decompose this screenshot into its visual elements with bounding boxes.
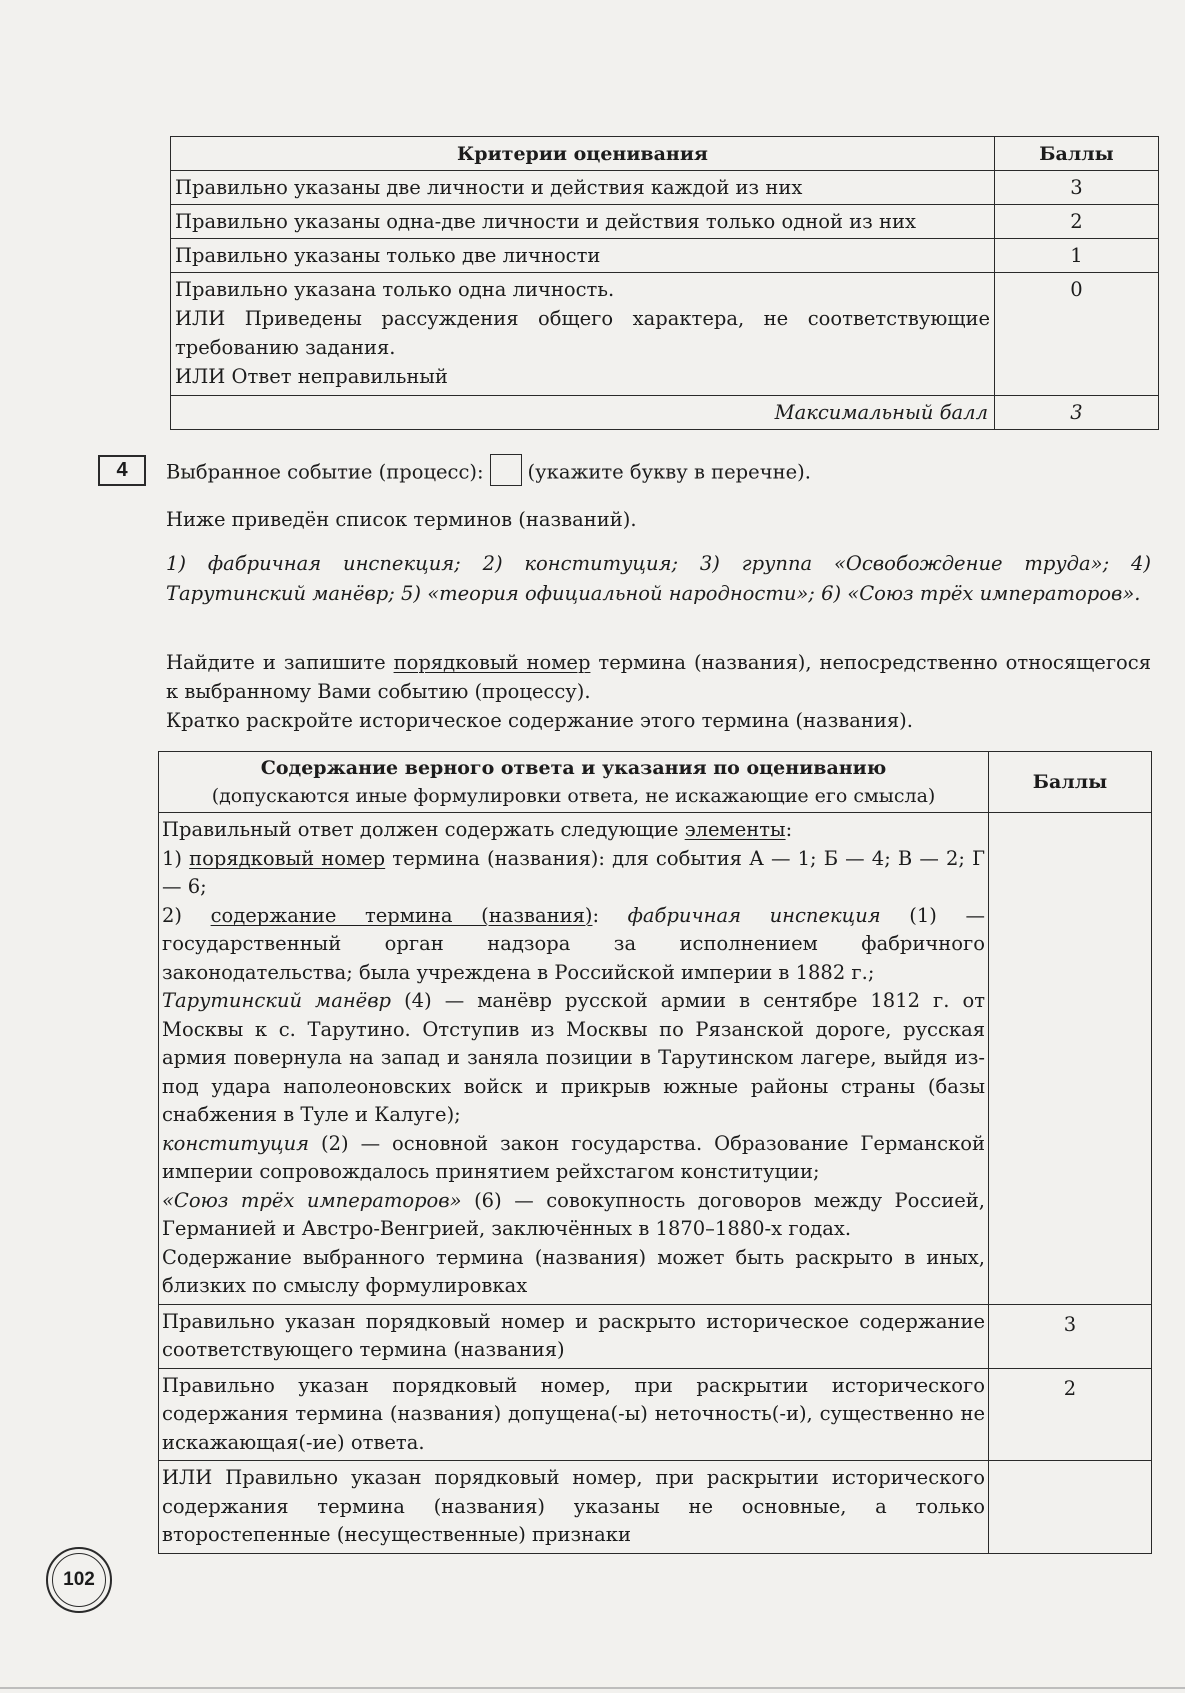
table-row (159, 1461, 1152, 1554)
answer-text: : (785, 818, 793, 841)
answer-term: Тарутинский манёвр (162, 989, 392, 1012)
chosen-event-suffix: (укажите букву в перечне). (527, 460, 811, 484)
header-subtitle: (допускаются иные формулировки ответа, не искажающие его смысла) (211, 785, 936, 807)
scan-edge-line (0, 1687, 1185, 1689)
points-cell: 2 (995, 205, 1159, 239)
instruction-text: Найдите и запишите (166, 651, 394, 674)
max-score-label: Максимальный балл (171, 396, 995, 430)
page-number: 102 (52, 1553, 106, 1607)
answer-text: (4) — манёвр русской армии в сентябре 1812 г. от Москвы к с. Тарутино. Отступив из Москвы по Рязанской дороге, русская армия повернула на запад и заняла позиции в Тарутинском лагере, выйдя из-под удара наполеоновских войск и прикрыв южные районы страны (базы снабжения в Туле и Калуге); (162, 989, 986, 1126)
instruction-find (166, 648, 1151, 706)
terms-list-intro: Ниже приведён список терминов (названий). (166, 508, 637, 531)
answer-underlined: содержание термина (названия) (210, 903, 593, 927)
instruction-underlined: порядковый номер (393, 651, 591, 674)
terms-list: 1) фабричная инспекция; 2) конституция; 3) группа «Освобождение труда»; 4) Тарутинский манёвр; 5) «теория официальной народности»; 6) «Союз трёх императоров». (166, 552, 1151, 605)
criteria-table-1 (170, 136, 1159, 430)
criteria-cell: Правильно указаны одна-две личности и действия только одной из них (171, 205, 995, 239)
instruction-text: термина (названия), непосредственно относящегося к выбранному Вами событию (процессу). (166, 651, 1152, 703)
max-score-row (171, 396, 1159, 430)
criteria-line: ИЛИ Ответ неправильный (175, 365, 448, 388)
answer-note: Содержание выбранного термина (названия) может быть раскрыто в иных, близких по смыслу формулировках (162, 1245, 985, 1297)
table-row (159, 1304, 1152, 1368)
table-row (171, 205, 1159, 239)
header-points: Баллы (995, 137, 1159, 171)
task-instructions (166, 648, 1151, 735)
criteria-line: ИЛИ Приведены рассуждения общего характера, не соответствующие требованию задания. (175, 307, 990, 359)
criteria-cell (171, 273, 995, 396)
answer-underlined: порядковый номер (189, 846, 386, 870)
criteria-cell: Правильно указаны две личности и действия каждой из них (171, 171, 995, 205)
criteria-cell: ИЛИ Правильно указан порядковый номер, при раскрытии исторического содержания термина (названия) указаны не основные, а только второстепенные (несущественные) признаки (159, 1461, 989, 1554)
table-row (171, 273, 1159, 396)
answer-term: «Союз трёх императоров» (162, 1188, 462, 1212)
points-cell: 0 (995, 273, 1159, 396)
table-header-row (171, 137, 1159, 171)
max-score-value: 3 (995, 396, 1159, 430)
table-header-row (159, 752, 1152, 813)
answer-element-1 (162, 845, 985, 902)
points-cell (989, 813, 1152, 1305)
criteria-line: Правильно указана только одна личность. (175, 278, 615, 301)
chosen-event-prefix: Выбранное событие (процесс): (166, 460, 484, 484)
answer-cell (159, 813, 989, 1305)
points-cell: 1 (995, 239, 1159, 273)
points-cell: 2 (989, 1368, 1152, 1461)
answer-term-constitution (162, 1130, 985, 1187)
criteria-table-2 (158, 751, 1152, 1554)
answer-underlined: элементы (684, 818, 786, 841)
answer-intro (162, 816, 985, 845)
answer-letter-box[interactable] (490, 454, 522, 486)
table-row (171, 239, 1159, 273)
answer-text: 2) (162, 903, 211, 927)
answer-text: (2) — основной закон государства. Образование Германской империи сопровождалось принятием рейхстагом конституции; (162, 1131, 985, 1183)
header-content (159, 752, 989, 813)
answer-term: фабричная инспекция (627, 903, 881, 927)
table-row (159, 1368, 1152, 1461)
header-criteria: Критерии оценивания (171, 137, 995, 171)
answer-text: Правильный ответ должен содержать следующие (162, 818, 685, 841)
table-row (171, 171, 1159, 205)
points-cell: 3 (995, 171, 1159, 205)
answer-term-union (162, 1187, 985, 1244)
answer-text: (6) — совокупность договоров между Россией, Германией и Австро-Венгрией, заключённых в 1870–1880-х годах. (162, 1188, 985, 1240)
chosen-event-line (166, 457, 811, 489)
answer-text: термина (названия): для события А — 1; Б — 4; В — 2; Г — 6; (162, 846, 986, 898)
answer-term-tarutino (162, 987, 985, 1130)
page-number-badge (46, 1547, 112, 1613)
header-points: Баллы (989, 752, 1152, 813)
answer-element-2 (162, 902, 985, 988)
instruction-explain: Кратко раскройте историческое содержание этого термина (названия). (166, 709, 913, 732)
answer-row (159, 813, 1152, 1305)
points-cell: 3 (989, 1304, 1152, 1368)
task-number-box: 4 (98, 455, 146, 486)
answer-text: (1) — государственный орган надзора за исполнением фабричного законодательства; была учреждена в Российской империи в 1882 г.; (162, 903, 985, 984)
criteria-cell: Правильно указан порядковый номер и раскрыто историческое содержание соответствующего термина (названия) (159, 1304, 989, 1368)
header-title: Содержание верного ответа и указания по оцениванию (260, 757, 887, 779)
answer-text: : (592, 903, 628, 927)
answer-text: 1) (162, 846, 190, 870)
points-cell (989, 1461, 1152, 1554)
criteria-cell: Правильно указан порядковый номер, при раскрытии исторического содержания термина (названия) допущена(-ы) неточность(-и), существенно не искажающая(-ие) ответа. (159, 1368, 989, 1461)
criteria-cell: Правильно указаны только две личности (171, 239, 995, 273)
answer-term: конституция (162, 1131, 310, 1155)
